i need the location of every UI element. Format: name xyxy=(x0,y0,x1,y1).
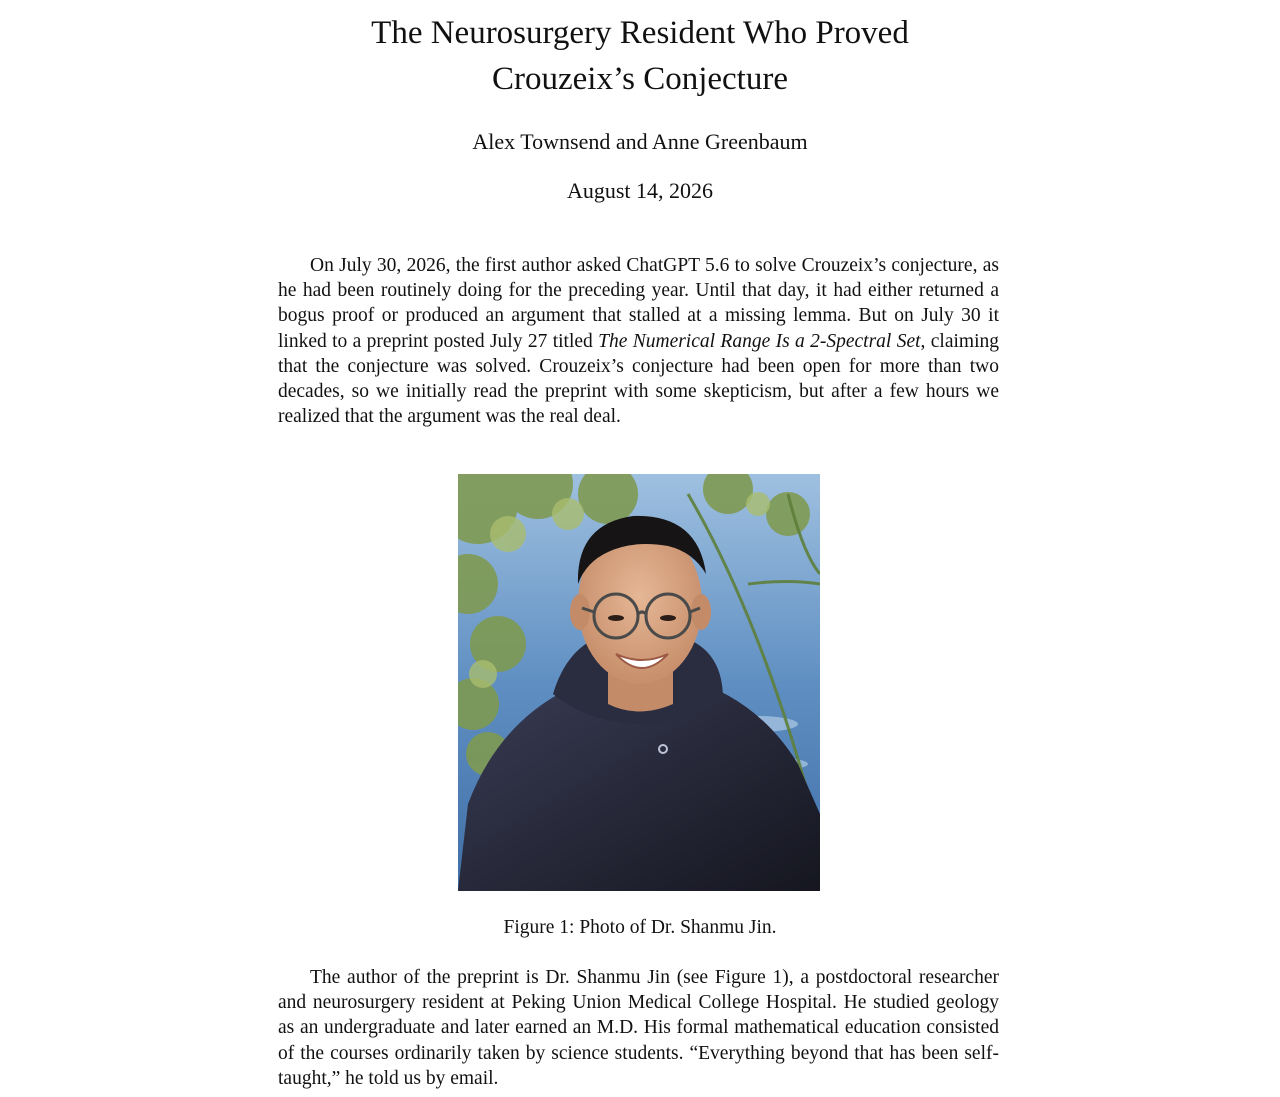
title-line-2: Crouzeix’s Conjecture xyxy=(491,61,788,97)
preprint-title: The Numerical Range Is a 2-Spectral Set xyxy=(598,330,921,352)
title-line-1: The Neurosurgery Resident Who Proved xyxy=(371,15,909,51)
paragraph-author-bio: The author of the preprint is Dr. Shanmu Jin (see Figure 1), a postdoctoral researcher and neurosurgery resident at Peking Union Medical College Hospital. He studied geology as an undergraduate and later earned an M.D. His formal mathematical education consisted of the courses ordinarily taken by science students. “Everything beyond that has been self-taught,” he told us by email. xyxy=(278,967,999,1089)
figure-1-photo xyxy=(458,474,820,891)
author-list: Alex Townsend and Anne Greenbaum xyxy=(472,129,808,154)
paragraph-intro xyxy=(278,253,999,429)
portrait-illustration xyxy=(458,474,820,891)
paper-title xyxy=(240,10,1040,102)
figure-1-caption: Figure 1: Photo of Dr. Shanmu Jin. xyxy=(503,917,777,938)
paragraph-intro-part-2: , claiming that the conjecture was solved. Crouzeix’s conjecture had been open for more than two decades, so we initially read the preprint with some skepticism, but after a few hours we realized that the argument was the real deal. xyxy=(278,330,999,428)
publication-date: August 14, 2026 xyxy=(566,178,714,203)
paragraph-intro-part-1: On July 30, 2026, the first author asked ChatGPT 5.6 to solve Crouzeix’s conjecture, as he had been routinely doing for the preceding year. Until that day, it had either returned a bogus proof or produced an argument that stalled at a missing lemma. But on July 30 it linked to a preprint posted July 27 titled xyxy=(278,255,999,352)
